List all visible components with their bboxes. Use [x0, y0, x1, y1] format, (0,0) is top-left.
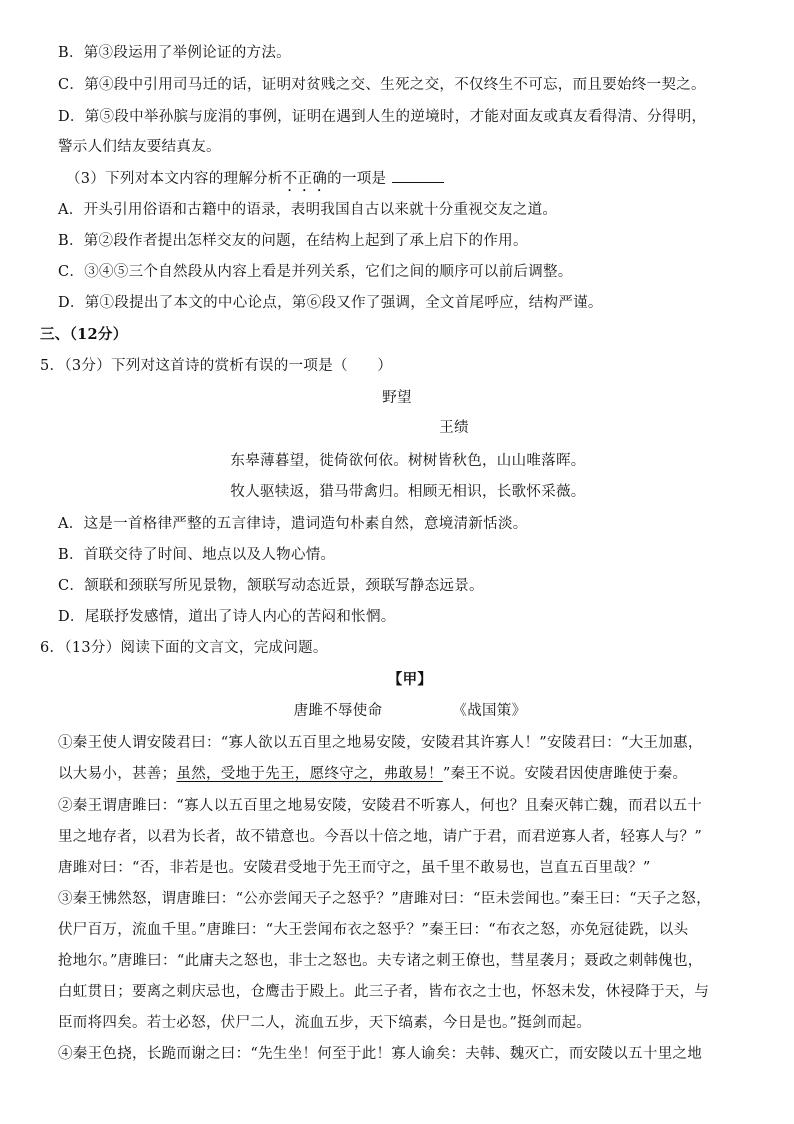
q5-option-a: A．这是一首格律严整的五言律诗，遣词造句朴素自然，意境清新恬淡。: [58, 516, 528, 532]
q6-para3-line5: 臣而将四矣。若士必怒，伏尸二人，流血五步，天下缟素，今日是也。”挺剑而起。: [58, 1015, 592, 1031]
answer-blank: [392, 168, 444, 183]
q6-para3-line1: ③秦王怫然怒，谓唐雎曰：“公亦尝闻天子之怒乎？”唐雎对曰：“臣未尝闻也。”秦王曰：“天子之怒，: [58, 891, 711, 907]
q4-sub3-emphasis: 不正确: [282, 171, 328, 187]
q6-para3-line4: 白虹贯日；要离之刺庆忌也，仓鹰击于殿上。此三子者，皆布衣之士也，怀怒未发，休祲降于天，与: [58, 984, 710, 1000]
q5-option-c: C．颔联和颈联写所见景物，颔联写动态近景，颈联写静态远景。: [58, 578, 484, 594]
q6-para1-underlined: 虽然，受地于先王，愿终守之，弗敢易！: [176, 766, 443, 782]
poem-title: 野望: [382, 390, 412, 406]
q4-sub3-option-c: C．③④⑤三个自然段从内容上看是并列关系，它们之间的顺序可以前后调整。: [58, 264, 573, 280]
q6-para4-line1: ④秦王色挠，长跪而谢之曰：“先生坐！何至于此！寡人谕矣：夫韩、魏灭亡，而安陵以五十里之地: [58, 1046, 703, 1062]
q6-stem: 6．（13分）阅读下面的文言文，完成问题。: [40, 640, 328, 656]
q4-sub3-option-b: B．第②段作者提出怎样交友的问题，在结构上起到了承上启下的作用。: [58, 233, 528, 249]
q6-para2-line1: ②秦王谓唐雎曰：“寡人以五百里之地易安陵，安陵君不听寡人，何也？且秦灭韩亡魏，而君以五十: [58, 798, 703, 814]
q6-text-title: 唐雎不辱使命: [293, 703, 383, 719]
q6-para1-pre: 以大易小，甚善；: [58, 766, 177, 782]
q4-sub3-stem: [66, 168, 444, 195]
q4-sub3-option-a: A．开头引用俗语和古籍中的语录，表明我国自古以来就十分重视交友之道。: [58, 202, 558, 218]
q6-part-label: 【甲】: [387, 671, 433, 688]
q5-stem: 5．（3分）下列对这首诗的赏析有误的一项是（ ）: [40, 358, 393, 374]
q6-para2-line2: 里之地存者，以君为长者，故不错意也。今吾以十倍之地，请广于君，而君逆寡人者，轻寡人与？”: [58, 829, 703, 845]
q6-text-source: 《战国策》: [452, 703, 527, 719]
q6-para2-line3: 唐雎对曰：“否，非若是也。安陵君受地于先王而守之，虽千里不敢易也，岂直五百里哉？”: [58, 860, 651, 876]
q5-option-b: B．首联交待了时间、地点以及人物心情。: [58, 547, 336, 563]
q4-sub3-stem-post: 的一项是: [327, 171, 387, 187]
q4-sub3-stem-pre: （3）下列对本文内容的理解分析: [66, 171, 283, 187]
q6-para1-line1: ①秦王使人谓安陵君曰：“寡人欲以五百里之地易安陵，安陵君其许寡人！”安陵君曰：“大王加惠，: [58, 735, 703, 751]
q4-option-d-line1: D．第⑤段中举孙膑与庞涓的事例，证明在遇到人生的逆境时，才能对面友或真友看得清、分得明，: [58, 109, 707, 125]
poem-line-2: 牧人驱犊返，猎马带禽归。相顾无相识，长歌怀采薇。: [230, 484, 586, 500]
q4-option-b: B．第③段运用了举例论证的方法。: [58, 45, 291, 61]
poem-line-1: 东皋薄暮望，徙倚欲何依。树树皆秋色，山山唯落晖。: [230, 453, 586, 469]
q4-option-c: C．第④段中引用司马迁的话，证明对贫贱之交、生死之交，不仅终生不可忘，而且要始终一契之。: [58, 77, 706, 93]
section-heading-3: 三、（12分）: [40, 326, 128, 343]
q5-option-d: D．尾联抒发感情，道出了诗人内心的苦闷和怅惘。: [58, 609, 396, 625]
q6-para3-line2: 伏尸百万，流血千里。”唐雎曰：“大王尝闻布衣之怒乎？”秦王曰：“布衣之怒，亦免冠徒跣，以头: [58, 922, 689, 938]
q6-para1-post: ”秦王不说。安陵君因使唐雎使于秦。: [442, 766, 688, 782]
q4-option-d-line2: 警示人们结友要结真友。: [58, 139, 221, 155]
poem-author: 王绩: [439, 420, 469, 436]
q6-text-heading: [0, 701, 794, 721]
q6-para3-line3: 抢地尔。”唐雎曰：“此庸夫之怒也，非士之怒也。夫专诸之刺王僚也，彗星袭月；聂政之刺韩傀也，: [58, 953, 703, 969]
q6-para1-line2: [58, 764, 687, 784]
q4-sub3-option-d: D．第①段提出了本文的中心论点，第⑥段又作了强调，全文首尾呼应，结构严谨。: [58, 295, 603, 311]
